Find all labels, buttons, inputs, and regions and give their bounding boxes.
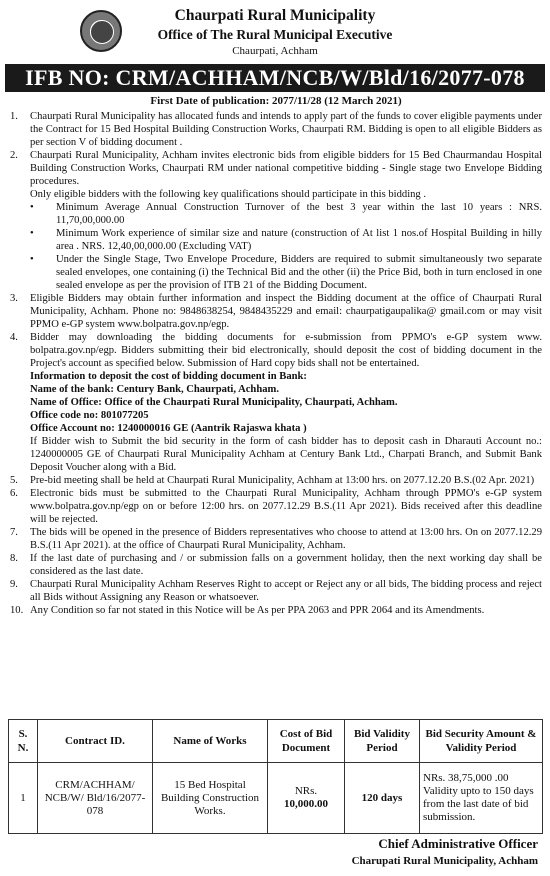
item-text: Electronic bids must be submitted to the Chaurpati Rural Municipality, Achham through PPMO's e-GP system www.bolpatra.gov.np/egp on or before 12:00 hrs. on 2077.12.29 B.S.(11 Apr 2021). Bids received after this deadline will be rejected. xyxy=(30,488,542,525)
item-text: Chaurpati Rural Municipality Achham Reserves Right to accept or Reject any or all bids, The bidding process and reject all Bids without Assigning any Reason or whatsoever. xyxy=(30,579,542,603)
item-number: 7. xyxy=(10,527,18,538)
notice-body xyxy=(10,95,542,617)
ifb-number-banner: IFB NO: CRM/ACHHAM/NCB/W/Bld/16/2077-078 xyxy=(5,64,545,92)
cell-work: 15 Bed Hospital Building Construction Works. xyxy=(153,763,268,834)
header-contract-id: Contract ID. xyxy=(38,720,153,763)
qualification-intro: Only eligible bidders with the following key qualifications should participate in this bidding . xyxy=(30,189,427,200)
item-number: 4. xyxy=(10,332,18,343)
header-security: Bid Security Amount & Validity Period xyxy=(420,720,543,763)
bank-name: Name of the bank: Century Bank, Chaurpati, Achham. xyxy=(30,384,279,395)
signatory-org: Charupati Rural Municipality, Achham xyxy=(351,855,538,867)
bid-details-table xyxy=(8,719,543,834)
item-number: 8. xyxy=(10,553,18,564)
bullet-item xyxy=(10,227,542,253)
bullet-icon: • xyxy=(30,254,34,265)
cell-cost xyxy=(268,763,345,834)
cell-contract-id: CRM/ACHHAM/ NCB/W/ Bld/16/2077-078 xyxy=(38,763,153,834)
item-text: If the last date of purchasing and / or submission falls on a government holiday, then the next working day shall be considered as the last date. xyxy=(30,553,542,577)
bullet-icon: • xyxy=(30,202,34,213)
municipality-name: Chaurpati Rural Municipality xyxy=(174,7,376,24)
bullet-item xyxy=(10,201,542,227)
item-text: The bids will be opened in the presence of Bidders representatives who choose to attend at 13:00 hrs. On on 2077.12.29 B.S.(11 Apr 2021). at the office of Chaurpati Rural Municipality, Achham. xyxy=(30,527,542,551)
bullet-text: Minimum Work experience of similar size and nature (construction of At list 1 nos.of Hospital Building in hilly area . NRS. 12,40,00,000.00 (Excluding VAT) xyxy=(56,228,542,252)
header-cost: Cost of Bid Document xyxy=(268,720,345,763)
item-text: Chaurpati Rural Municipality has allocated funds and intends to apply part of the funds to cover eligible payments under the Contract for 15 Bed Hospital Building Construction Works, Chaurpati RM. Bidding is open to all eligible Bidders as per section V of bidding document . xyxy=(30,111,542,148)
item-text: Any Condition so far not stated in this Notice will be As per PPA 2063 and PPR 2064 and its Amendments. xyxy=(30,605,485,616)
table-row xyxy=(9,763,543,834)
cost-prefix: NRs. xyxy=(294,785,318,797)
bullet-icon: • xyxy=(30,228,34,239)
cell-validity: 120 days xyxy=(345,763,420,834)
publication-date: First Date of publication: 2077/11/28 (12 March 2021) xyxy=(150,95,402,107)
bank-heading: Information to deposit the cost of bidding document in Bank: xyxy=(30,371,307,382)
item-text: Eligible Bidders may obtain further information and inspect the Bidding document at the office of Chaurpati Rural Municipality, Achham. Phone no: 9848638254, 9848435229 and email: chaurpatigaupalika@ gmail.com or may visit PPMO e-GP system www.bolpatra.gov.np/egp. xyxy=(30,293,542,330)
qualification-intro-row xyxy=(10,188,542,201)
bank-info-block xyxy=(10,370,542,474)
bank-account: Office Account no: 1240000016 GE (Aantrik Rajaswa khata ) xyxy=(30,423,307,434)
cell-sn: 1 xyxy=(9,763,38,834)
cost-amount: 10,000.00 xyxy=(284,798,328,810)
list-item xyxy=(10,292,542,331)
cash-deposit-note: If Bidder wish to Submit the bid security in the form of cash bidder has to deposit cash in Dharauti Account no.: 1240000005 GE of Chaurpati Rural Municipality Achham at Century Bank Ltd., Charpati Branch, and Submit Bank Deposit Voucher along with a Bid. xyxy=(30,436,542,473)
list-item xyxy=(10,604,542,617)
item-text: Chaurpati Rural Municipality, Achham invites electronic bids from eligible bidders for 15 Bed Chaurmandau Hospital Building Construction Works, Chaurpati RM under national competitive bidding - Single stage two Envelope Bidding procedures. xyxy=(30,150,542,187)
notice-header xyxy=(0,0,550,64)
list-item xyxy=(10,149,542,188)
list-item xyxy=(10,578,542,604)
bullet-item xyxy=(10,253,542,292)
item-text: Pre-bid meeting shall be held at Chaurpati Rural Municipality, Achham at 13:00 hrs. on 2077.12.20 B.S.(02 Apr. 2021) xyxy=(30,475,535,486)
item-number: 10. xyxy=(10,605,24,616)
bullet-text: Under the Single Stage, Two Envelope Procedure, Bidders are required to submit simultaneously two separate sealed envelopes, one containing (i) the Technical Bid and the other (ii) the Price Bid, both in turn enclosed in one sealed envelope as per the provision of ITB 21 of the Bidding Document. xyxy=(56,254,542,291)
item-number: 5. xyxy=(10,475,18,486)
item-number: 2. xyxy=(10,150,18,161)
office-name: Office of The Rural Municipal Executive xyxy=(157,27,393,42)
header-name-of-works: Name of Works xyxy=(153,720,268,763)
header-sn: S. N. xyxy=(9,720,38,763)
list-item xyxy=(10,331,542,370)
item-number: 9. xyxy=(10,579,18,590)
item-text: Bidder may downloading the bidding documents for e-submission from PPMO's e-GP system www. bolpatra.gov.np/egp. Bidders submitting their bid electronically, should deposit the cost of bidding document in the Project's account as specified below. Submission of Hard copy bids shall not be entertained. xyxy=(30,332,542,369)
cell-security: NRs. 38,75,000 .00 Validity upto to 150 days from the last date of bid submission. xyxy=(420,763,543,834)
list-item xyxy=(10,526,542,552)
bank-office-name: Name of Office: Office of the Chaurpati Rural Municipality, Chaurpati, Achham. xyxy=(30,397,398,408)
item-number: 6. xyxy=(10,488,18,499)
table-header-row xyxy=(9,720,543,763)
office-location: Chaurpati, Achham xyxy=(232,45,318,57)
list-item xyxy=(10,552,542,578)
header-validity: Bid Validity Period xyxy=(345,720,420,763)
bank-office-code: Office code no: 801077205 xyxy=(30,410,149,421)
bullet-text: Minimum Average Annual Construction Turnover of the best 3 year within the last 10 years : NRS. 11,70,00,000.00 xyxy=(56,202,542,226)
list-item xyxy=(10,474,542,487)
list-item xyxy=(10,110,542,149)
list-item xyxy=(10,487,542,526)
item-number: 3. xyxy=(10,293,18,304)
item-number: 1. xyxy=(10,111,18,122)
signatory-title: Chief Administrative Officer xyxy=(378,836,538,851)
